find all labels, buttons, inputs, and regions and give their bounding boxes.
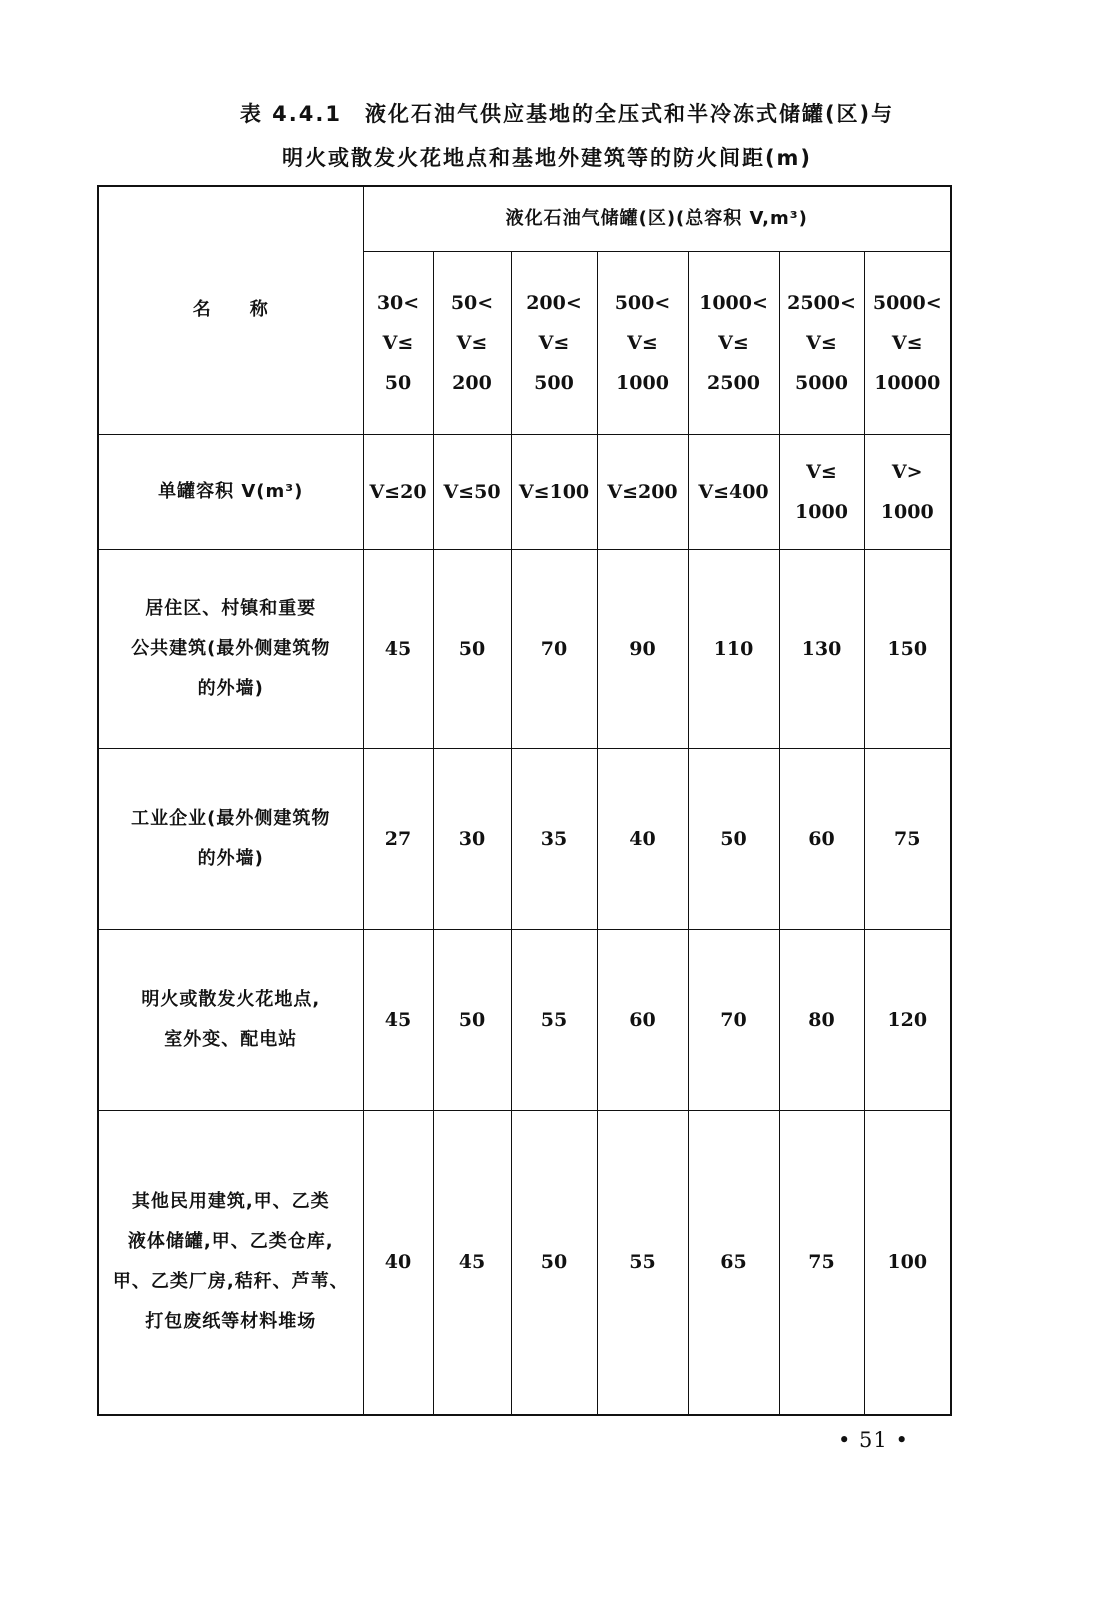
distance-value-cell: 80 — [779, 929, 864, 1110]
distance-value-cell: 30 — [433, 748, 511, 929]
range-header-cell-line: 500 — [534, 371, 574, 394]
single-tank-cell — [779, 434, 864, 549]
table-row — [98, 929, 951, 1110]
distance-value-cell: 110 — [688, 549, 779, 748]
page-number: • 51 • — [838, 1428, 909, 1452]
range-header-cell — [433, 251, 511, 434]
range-header-cell — [597, 251, 688, 434]
row-name-cell — [98, 929, 363, 1110]
table-row — [98, 748, 951, 929]
distance-value-cell: 40 — [363, 1110, 433, 1415]
range-header-cell — [511, 251, 597, 434]
distance-value-cell: 120 — [864, 929, 951, 1110]
range-header-cell-line: 50 — [384, 371, 412, 394]
distance-value-cell: 130 — [779, 549, 864, 748]
range-header-cell-line: 2500 — [707, 371, 760, 394]
header-group-cell: 液化石油气储罐(区)(总容积 V,m³) — [363, 186, 951, 251]
row-name-cell-line: 明火或散发火花地点, — [141, 988, 321, 1010]
range-header-cell-line: V≤ — [456, 331, 488, 354]
distance-value-cell: 55 — [511, 929, 597, 1110]
row-name-cell-line: 甲、乙类厂房,秸秆、芦苇、 — [112, 1271, 349, 1293]
single-tank-label: 单罐容积 V(m³) — [98, 434, 363, 549]
row-name-cell — [98, 1110, 363, 1415]
distance-value-cell: 55 — [597, 1110, 688, 1415]
row-name-cell-line: 居住区、村镇和重要 — [145, 597, 317, 619]
distance-value-cell: 50 — [433, 929, 511, 1110]
distance-value-cell: 40 — [597, 748, 688, 929]
single-tank-cell — [688, 434, 779, 549]
single-tank-cell-line: V≤50 — [443, 480, 501, 503]
row-name-cell-line: 工业企业(最外侧建筑物 — [131, 807, 331, 829]
range-header-cell-line: V≤ — [806, 331, 837, 354]
range-header-cell-line: 5000 — [795, 371, 848, 394]
range-header-cell-line: V≤ — [627, 331, 658, 354]
row-name-cell-line: 打包废纸等材料堆场 — [145, 1311, 317, 1333]
row-name-cell-line: 室外变、配电站 — [164, 1028, 298, 1050]
range-header-cell-line: V≤ — [718, 331, 749, 354]
range-header-cell-line: 5000< — [872, 291, 942, 314]
range-header-cell-line: 200 — [452, 371, 492, 394]
distance-value-cell: 75 — [779, 1110, 864, 1415]
table-title-line-2: 明火或散发火花地点和基地外建筑等的防火间距(m) — [281, 146, 813, 170]
single-tank-cell-line: V≤400 — [698, 480, 769, 503]
distance-value-cell: 50 — [433, 549, 511, 748]
distance-value-cell: 45 — [433, 1110, 511, 1415]
distance-value-cell: 45 — [363, 549, 433, 748]
distance-value-cell: 60 — [597, 929, 688, 1110]
range-header-cell — [779, 251, 864, 434]
distance-value-cell: 50 — [688, 748, 779, 929]
single-tank-cell — [597, 434, 688, 549]
range-header-cell-line: 30< — [376, 291, 420, 314]
range-header-cell-line: 200< — [526, 291, 582, 314]
single-tank-cell-line: 1000 — [795, 500, 848, 523]
distance-value-cell: 50 — [511, 1110, 597, 1415]
single-tank-cell — [511, 434, 597, 549]
distance-value-cell: 65 — [688, 1110, 779, 1415]
header-name-cell: 名 称 — [98, 186, 363, 434]
table-title-line-1: 表 4.4.1 液化石油气供应基地的全压式和半冷冻式储罐(区)与 — [239, 102, 895, 126]
single-tank-cell-line: V≤20 — [369, 480, 427, 503]
range-header-cell-line: 1000< — [699, 291, 768, 314]
single-tank-cell — [433, 434, 511, 549]
range-header-cell-line: V≤ — [538, 331, 570, 354]
row-name-cell — [98, 748, 363, 929]
row-name-cell-line: 的外墙) — [197, 847, 264, 869]
row-name-cell-line: 其他民用建筑,甲、乙类 — [131, 1191, 330, 1213]
distance-value-cell: 90 — [597, 549, 688, 748]
range-header-cell — [864, 251, 951, 434]
single-tank-cell-line: 1000 — [880, 500, 934, 523]
distance-value-cell: 100 — [864, 1110, 951, 1415]
distance-value-cell: 35 — [511, 748, 597, 929]
single-tank-cell — [864, 434, 951, 549]
range-header-cell-line: 2500< — [787, 291, 856, 314]
distance-value-cell: 70 — [511, 549, 597, 748]
row-name-cell-line: 公共建筑(最外侧建筑物 — [131, 637, 331, 659]
single-tank-cell-line: V> — [891, 460, 923, 483]
distance-value-cell: 27 — [363, 748, 433, 929]
range-header-cell-line: 1000 — [616, 371, 669, 394]
range-header-cell-line: 500< — [614, 291, 671, 314]
table-row — [98, 549, 951, 748]
single-tank-cell-line: V≤ — [806, 460, 837, 483]
row-name-cell-line: 的外墙) — [197, 677, 264, 699]
range-header-cell-line: V≤ — [382, 331, 414, 354]
row-name-cell — [98, 549, 363, 748]
range-header-cell-line: V≤ — [891, 331, 923, 354]
range-header-cell-line: 10000 — [874, 371, 941, 394]
row-name-cell-line: 液体储罐,甲、乙类仓库, — [127, 1231, 334, 1253]
single-tank-cell — [363, 434, 433, 549]
distance-value-cell: 45 — [363, 929, 433, 1110]
range-header-cell — [688, 251, 779, 434]
distance-value-cell: 75 — [864, 748, 951, 929]
range-header-cell — [363, 251, 433, 434]
fire-distance-table — [97, 185, 952, 1416]
single-tank-cell-line: V≤200 — [607, 480, 678, 503]
distance-value-cell: 150 — [864, 549, 951, 748]
range-header-cell-line: 50< — [450, 291, 494, 314]
distance-value-cell: 70 — [688, 929, 779, 1110]
distance-value-cell: 60 — [779, 748, 864, 929]
table-row — [98, 1110, 951, 1415]
single-tank-cell-line: V≤100 — [518, 480, 590, 503]
